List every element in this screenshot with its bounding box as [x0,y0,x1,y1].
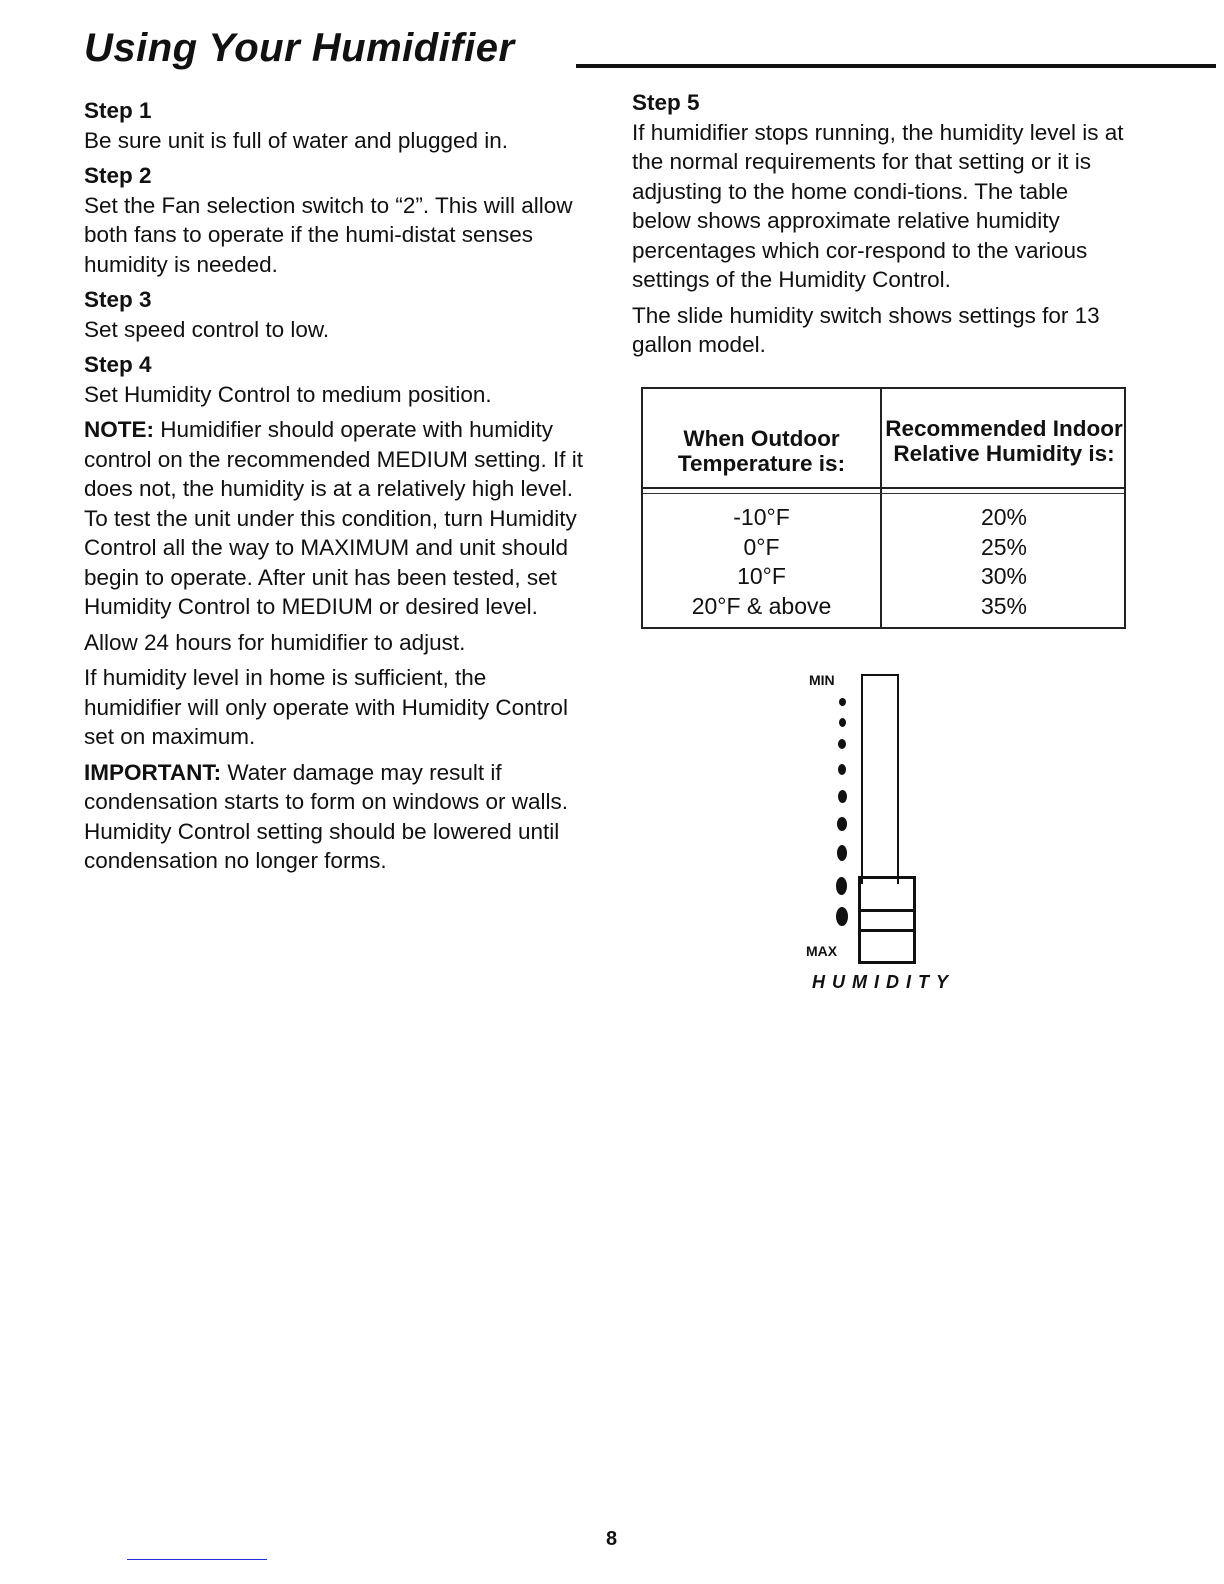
table-cell-temp: 20°F & above [691,592,832,619]
slider-dot-icon [839,718,846,727]
note-paragraph [84,415,584,622]
table-cell-humidity: 25% [980,533,1028,560]
right-column [632,84,1132,366]
step1-text: Be sure unit is full of water and plugged in. [84,127,509,153]
important-paragraph [84,758,584,876]
table-header-temperature: When Outdoor Temperature is: [677,426,846,476]
step1-heading: Step 1 [84,98,152,123]
allow-text: Allow 24 hours for humidifier to adjust. [84,629,466,655]
step5-heading: Step 5 [632,90,700,115]
temperature-column [643,503,880,621]
slider-min-label: MIN [809,672,835,688]
page-number: 8 [606,1528,618,1550]
slider-dot-icon [838,790,847,803]
slider-dot-icon [838,739,846,749]
step3-text: Set speed control to low. [84,316,330,342]
footer-rule [127,1559,267,1560]
step3-heading: Step 3 [84,287,152,312]
step2-heading: Step 2 [84,163,152,188]
step5-text: If humidifier stops running, the humidity level is at the normal requirements for that setting or it is adjusting to the home condi-tions. The table below shows approximate relative humidity percentages which cor-respond to the various settings of the Humidity Control. [632,119,1124,292]
knob-line [861,909,913,912]
humidity-column [882,503,1126,621]
slider-dot-icon [837,845,847,861]
table-cell-humidity: 20% [980,504,1028,530]
humidity-table [641,387,1126,629]
humidity-slider-diagram [800,668,980,998]
slider-dot-icon [839,698,846,706]
page-title: Using Your Humidifier [84,26,515,70]
important-text: Water damage may result if condensation starts to form on windows or walls. Humidity Control setting should be lowered until condensation no longer forms. [84,759,568,873]
table-cell-humidity: 35% [980,592,1028,619]
knob-line [861,929,913,932]
table-header-humidity: Recommended Indoor Relative Humidity is: [885,416,1123,466]
note-label: NOTE: [84,417,154,442]
note-text: Humidifier should operate with humidity control on the recommended MEDIUM setting. If it does not, the humidity is at a relatively high level. To test the unit under this condition, turn Humidity Control all the way to MAXIMUM and unit should begin to operate. After unit has been tested, set Humidity Control to MEDIUM or desired level. [84,417,583,619]
table-cell-temp: 0°F [743,533,780,560]
slider-dot-icon [837,817,847,831]
slider-track [861,674,899,884]
slider-dot-icon [836,907,848,926]
step4-heading: Step 4 [84,352,152,377]
table-cell-temp: 10°F [737,563,786,589]
important-label: IMPORTANT: [84,759,222,785]
title-rule [576,64,1216,68]
slider-dot-icon [838,764,846,775]
slider-max-label: MAX [806,943,838,959]
step2-text: Set the Fan selection switch to “2”. This will allow both fans to operate if the humi-distat senses humidity is needed. [84,192,573,277]
slider-caption: HUMIDITY [812,972,955,992]
sufficient-text: If humidity level in home is sufficient, the humidifier will only operate with Humidity Control set on maximum. [84,665,568,749]
step4-text: Set Humidity Control to medium position. [84,381,492,407]
slider-knob [858,876,916,964]
slider-dot-icon [836,877,847,895]
slide-note: The slide humidity switch shows settings for 13 gallon model. [632,302,1100,357]
left-column [84,92,584,882]
table-cell-temp: -10°F [733,504,790,530]
table-cell-humidity: 30% [980,563,1028,589]
page-header [84,26,1134,86]
